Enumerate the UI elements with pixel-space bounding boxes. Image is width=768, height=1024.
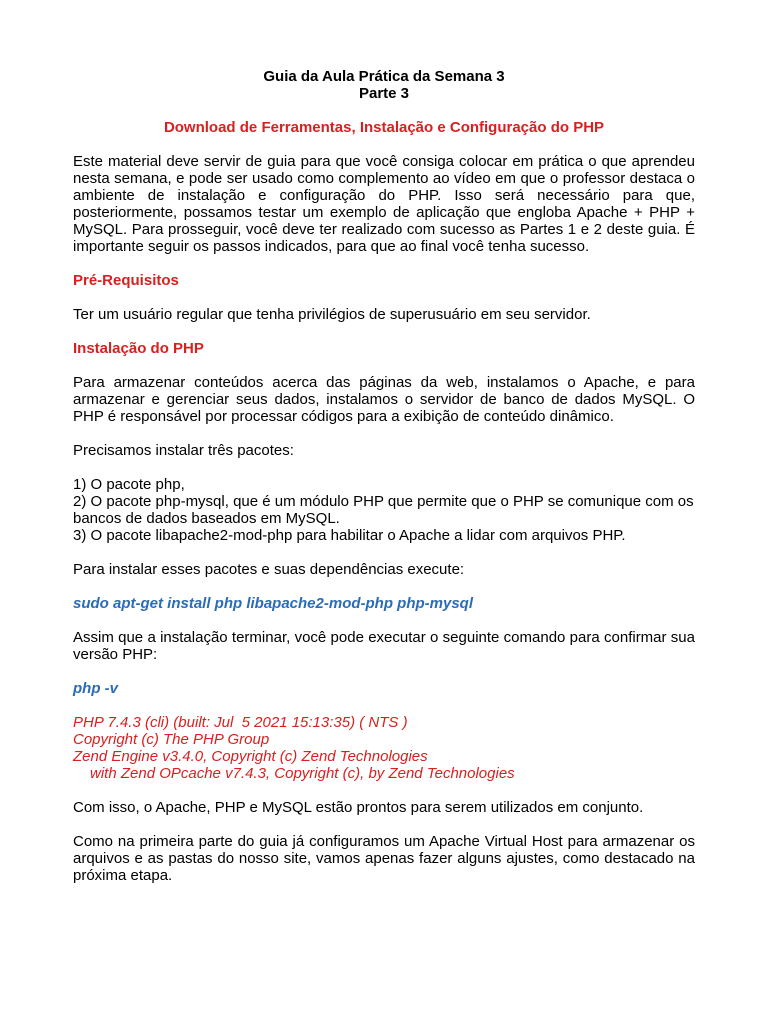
ready-paragraph: Com isso, o Apache, PHP e MySQL estão prontos para serem utilizados em conjunto. xyxy=(73,799,644,816)
document-subtitle: Download de Ferramentas, Instalação e Configuração do PHP xyxy=(163,119,605,136)
output-line: Copyright (c) The PHP Group xyxy=(73,731,270,748)
output-line: Zend Engine v3.4.0, Copyright (c) Zend Technologies xyxy=(73,748,428,765)
prereq-paragraph: Ter um usuário regular que tenha privilégios de superusuário em seu servidor. xyxy=(73,306,591,323)
list-item: 3) O pacote libapache2-mod-php para habilitar o Apache a lidar com arquivos PHP. xyxy=(73,527,626,544)
version-command: php -v xyxy=(73,680,118,697)
list-item: 2) O pacote php-mysql, que é um módulo PHP que permite que o PHP se comunique com os bancos de dados baseados em MySQL. xyxy=(73,493,694,527)
execute-paragraph: Para instalar esses pacotes e suas dependências execute: xyxy=(73,561,465,578)
install-paragraph: Para armazenar conteúdos acerca das páginas da web, instalamos o Apache, e para armazenar e gerenciar seus dados, instalamos o servidor de banco de dados MySQL. O PHP é responsável por processar códigos para a exibição de conteúdo dinâmico. xyxy=(73,374,695,425)
install-command: sudo apt-get install php libapache2-mod-php php-mysql xyxy=(73,595,474,612)
version-paragraph: Assim que a instalação terminar, você pode executar o seguinte comando para confirmar sua versão PHP: xyxy=(73,629,695,663)
list-item: 1) O pacote php, xyxy=(73,476,185,493)
output-line: with Zend OPcache v7.4.3, Copyright (c), by Zend Technologies xyxy=(90,765,515,782)
part-label: Parte 3 xyxy=(358,85,410,102)
packages-intro: Precisamos instalar três pacotes: xyxy=(73,442,294,459)
packages-list xyxy=(73,476,695,544)
page-title: Guia da Aula Prática da Semana 3 xyxy=(263,68,505,85)
next-step-paragraph: Como na primeira parte do guia já configuramos um Apache Virtual Host para armazenar os arquivos e as pastas do nosso site, vamos apenas fazer alguns ajustes, como destacado na próxima etapa. xyxy=(73,833,695,884)
output-line: PHP 7.4.3 (cli) (built: Jul 5 2021 15:13:35) ( NTS ) xyxy=(73,714,408,731)
intro-paragraph: Este material deve servir de guia para que você consiga colocar em prática o que aprendeu nesta semana, e pode ser usado como complemento ao vídeo em que o professor destaca o ambiente de instalação e configuração do PHP. Isso será necessário para que, posteriormente, possamos testar um exemplo de aplicação que engloba Apache + PHP + MySQL. Para prosseguir, você deve ter realizado com sucesso as Partes 1 e 2 deste guia. É importante seguir os passos indicados, para que ao final você tenha sucesso. xyxy=(73,153,695,255)
install-heading: Instalação do PHP xyxy=(73,340,204,357)
prereq-heading: Pré-Requisitos xyxy=(73,272,179,289)
command-output xyxy=(73,714,695,782)
document-title xyxy=(73,68,695,102)
